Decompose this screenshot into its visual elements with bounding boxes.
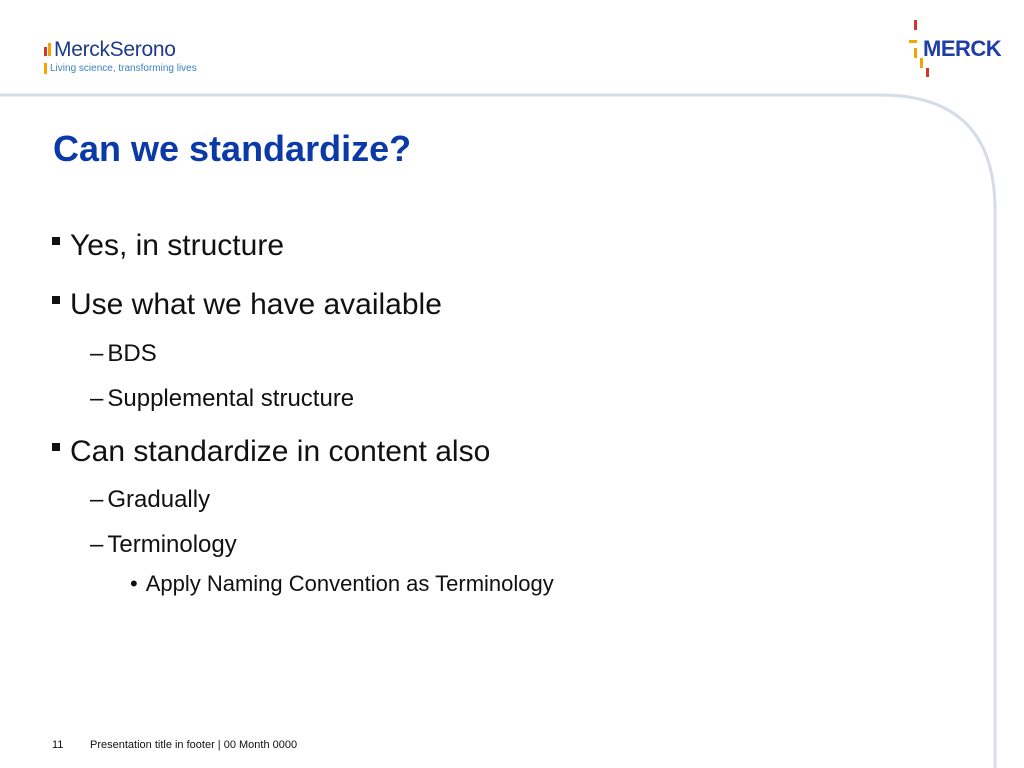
dash-bullet-icon: –	[90, 385, 104, 412]
merck-serono-name: MerckSerono	[54, 38, 176, 61]
dash-bullet-icon: –	[90, 531, 104, 558]
sub-bullet-item: – Gradually	[90, 486, 211, 513]
bullet-item: Use what we have available	[52, 288, 442, 322]
sub-bullet-item: – Terminology	[90, 531, 237, 558]
sub-sub-bullet-item: • Apply Naming Convention as Terminology	[130, 571, 554, 596]
page-number: 11	[52, 739, 64, 751]
dash-bullet-icon: –	[90, 340, 104, 367]
footer-text: Presentation title in footer | 00 Month 0000	[90, 739, 298, 751]
dot-bullet-icon: •	[130, 571, 138, 596]
square-bullet-icon	[52, 443, 60, 451]
tagline-bar-icon	[44, 63, 47, 74]
merck-serono-tagline: Living science, transforming lives	[50, 63, 197, 74]
merck-logo-text: MERCK	[923, 36, 1002, 61]
dash-bullet-icon: –	[90, 486, 104, 513]
sub-bullet-item: – Supplemental structure	[90, 385, 355, 412]
logo-mark-icon	[909, 40, 917, 43]
bullet-item: Can standardize in content also	[52, 435, 490, 469]
logo-mark-icon	[914, 20, 917, 30]
bullet-item: Yes, in structure	[52, 229, 284, 263]
square-bullet-icon	[52, 237, 60, 245]
square-bullet-icon	[52, 296, 60, 304]
logo-bars-icon	[44, 38, 52, 62]
logo-mark-icon	[926, 68, 929, 77]
sub-bullet-item: – BDS	[90, 340, 157, 367]
slide-title: Can we standardize?	[53, 128, 412, 169]
logo-mark-icon	[914, 48, 917, 58]
merck-logo	[906, 18, 1002, 78]
